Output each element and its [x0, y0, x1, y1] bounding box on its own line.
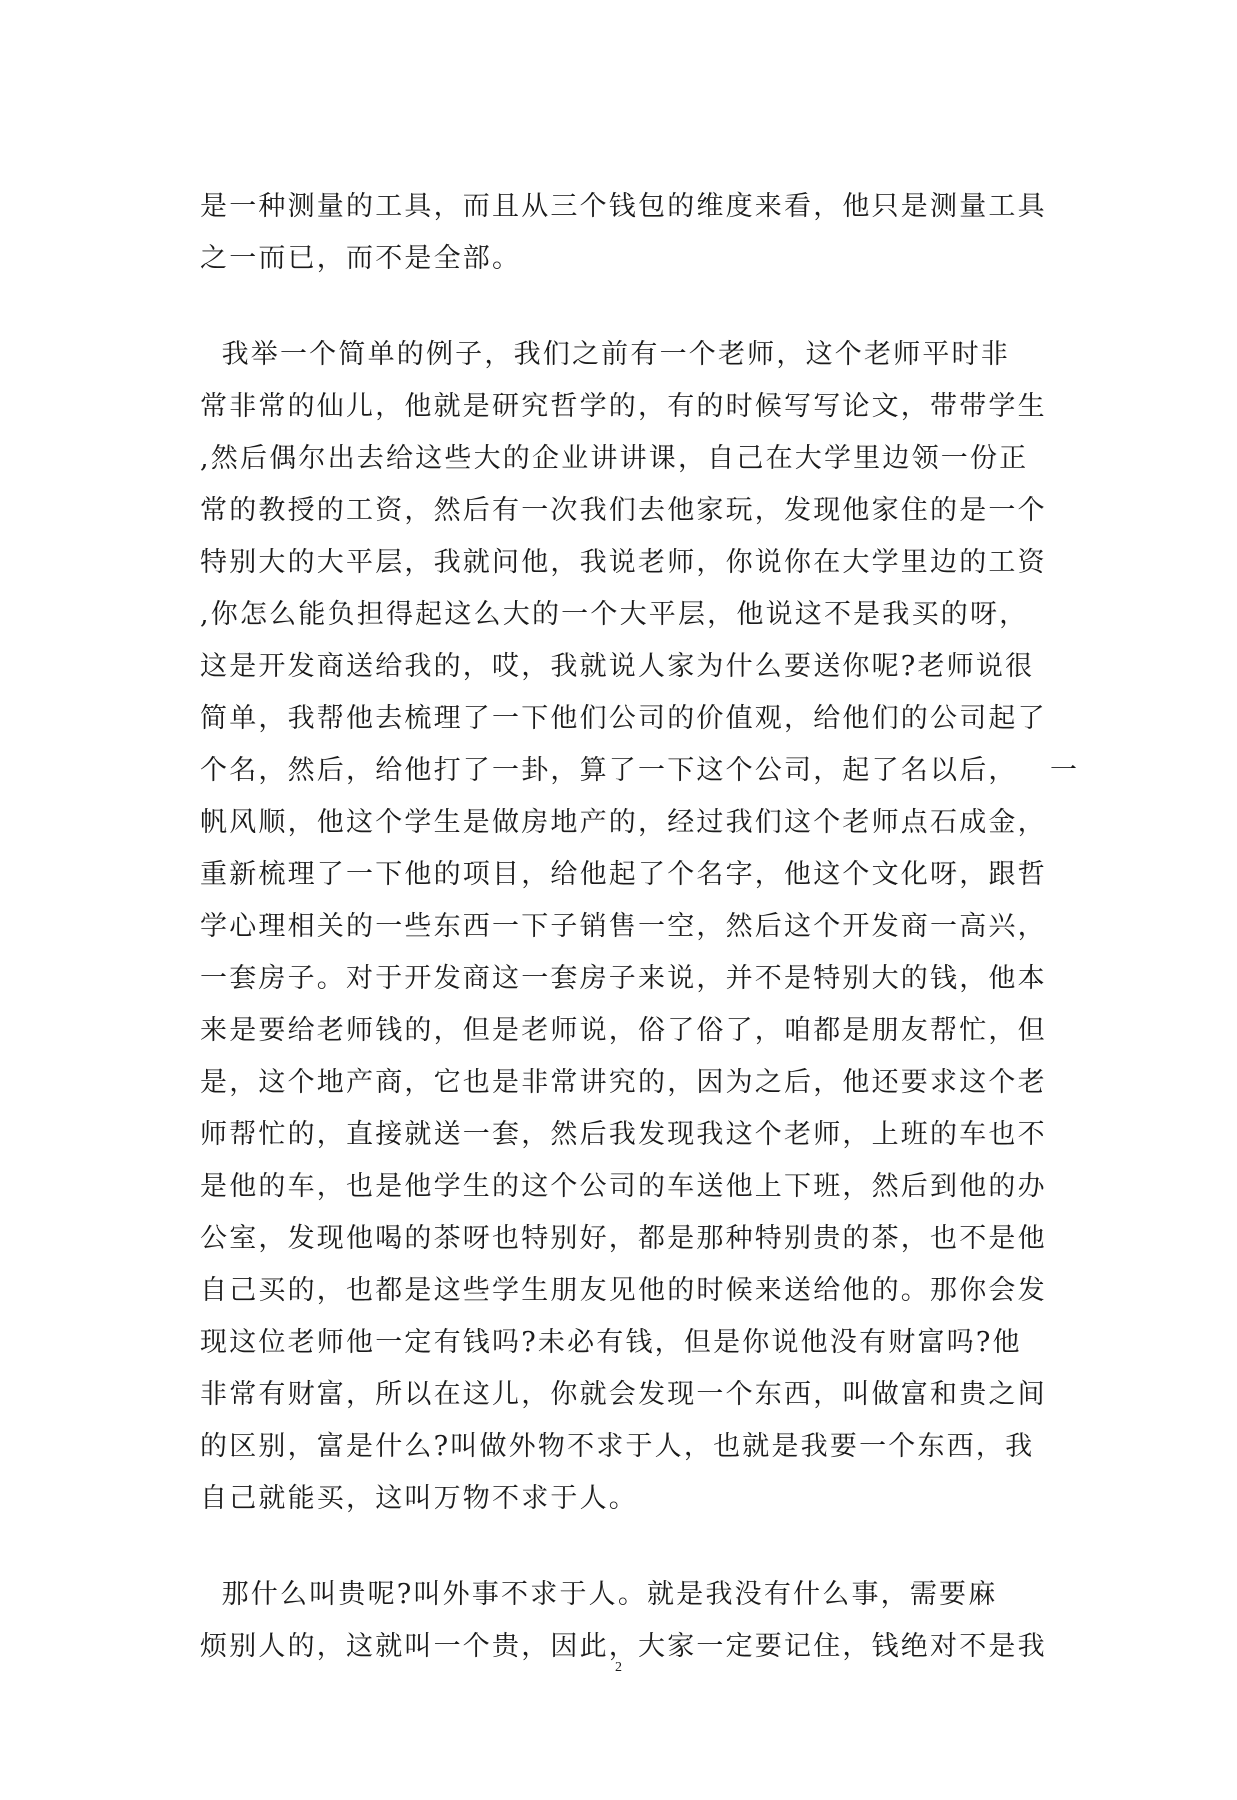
text-line: 烦别人的，这就叫一个贵，因此，大家一定要记住，钱绝对不是我	[200, 1631, 1047, 1662]
text-line: 特别大的大平层，我就问他，我说老师，你说你在大学里边的工资	[200, 547, 1047, 578]
text-line: 是一种测量的工具，而且从三个钱包的维度来看，他只是测量工具	[200, 191, 1047, 222]
paragraph-spacing	[200, 1525, 1030, 1569]
text-line: 是，这个地产商，它也是非常讲究的，因为之后，他还要求这个老	[200, 1067, 1047, 1098]
text-line: 我举一个简单的例子，我们之前有一个老师，这个老师平时非	[200, 339, 1010, 370]
paragraph-3	[200, 1569, 1047, 1673]
text-line: 之一而已，而不是全部。	[200, 243, 522, 274]
text-line: 是他的车，也是他学生的这个公司的车送他上下班，然后到他的办	[200, 1171, 1047, 1202]
text-line: 重新梳理了一下他的项目，给他起了个名字，他这个文化呀，跟哲	[200, 859, 1047, 890]
text-line: 常非常的仙儿，他就是研究哲学的，有的时候写写论文，带带学生	[200, 391, 1047, 422]
text-line: 那什么叫贵呢?叫外事不求于人。就是我没有什么事，需要麻	[200, 1579, 998, 1610]
text-line: 现这位老师他一定有钱吗?未必有钱，但是你说他没有财富吗?他	[200, 1327, 1022, 1358]
text-line: 帆风顺，他这个学生是做房地产的，经过我们这个老师点石成金，	[200, 807, 1047, 838]
text-line: 个名，然后，给他打了一卦，算了一下这个公司，起了名以后， 一	[200, 755, 1080, 786]
body-text	[200, 181, 1080, 1673]
text-line: 一套房子。对于开发商这一套房子来说，并不是特别大的钱，他本	[200, 963, 1047, 994]
text-line: 常的教授的工资，然后有一次我们去他家玩，发现他家住的是一个	[200, 495, 1047, 526]
text-line: 的区别，富是什么?叫做外物不求于人，也就是我要一个东西，我	[200, 1431, 1035, 1462]
text-line: 自己就能买，这叫万物不求于人。	[200, 1483, 638, 1514]
text-line: 这是开发商送给我的，哎，我就说人家为什么要送你呢?老师说很	[200, 651, 1035, 682]
text-line: 师帮忙的，直接就送一套，然后我发现我这个老师，上班的车也不	[200, 1119, 1047, 1150]
text-line: ,你怎么能负担得起这么大的一个大平层，他说这不是我买的呀，	[200, 599, 1029, 630]
paragraph-2	[200, 329, 1080, 1525]
page-number: 2	[615, 1660, 622, 1675]
text-line: 非常有财富，所以在这儿，你就会发现一个东西，叫做富和贵之间	[200, 1379, 1047, 1410]
text-line: 学心理相关的一些东西一下子销售一空，然后这个开发商一高兴，	[200, 911, 1047, 942]
paragraph-spacing	[200, 285, 1030, 329]
text-line: 公室，发现他喝的茶呀也特别好，都是那种特别贵的茶，也不是他	[200, 1223, 1047, 1254]
text-line: ,然后偶尔出去给这些大的企业讲讲课，自己在大学里边领一份正	[200, 443, 1029, 474]
text-line: 自己买的，也都是这些学生朋友见他的时候来送给他的。那你会发	[200, 1275, 1047, 1306]
paragraph-1	[200, 181, 1047, 285]
text-line: 简单，我帮他去梳理了一下他们公司的价值观，给他们的公司起了	[200, 703, 1047, 734]
text-line: 来是要给老师钱的，但是老师说，俗了俗了，咱都是朋友帮忙，但	[200, 1015, 1047, 1046]
